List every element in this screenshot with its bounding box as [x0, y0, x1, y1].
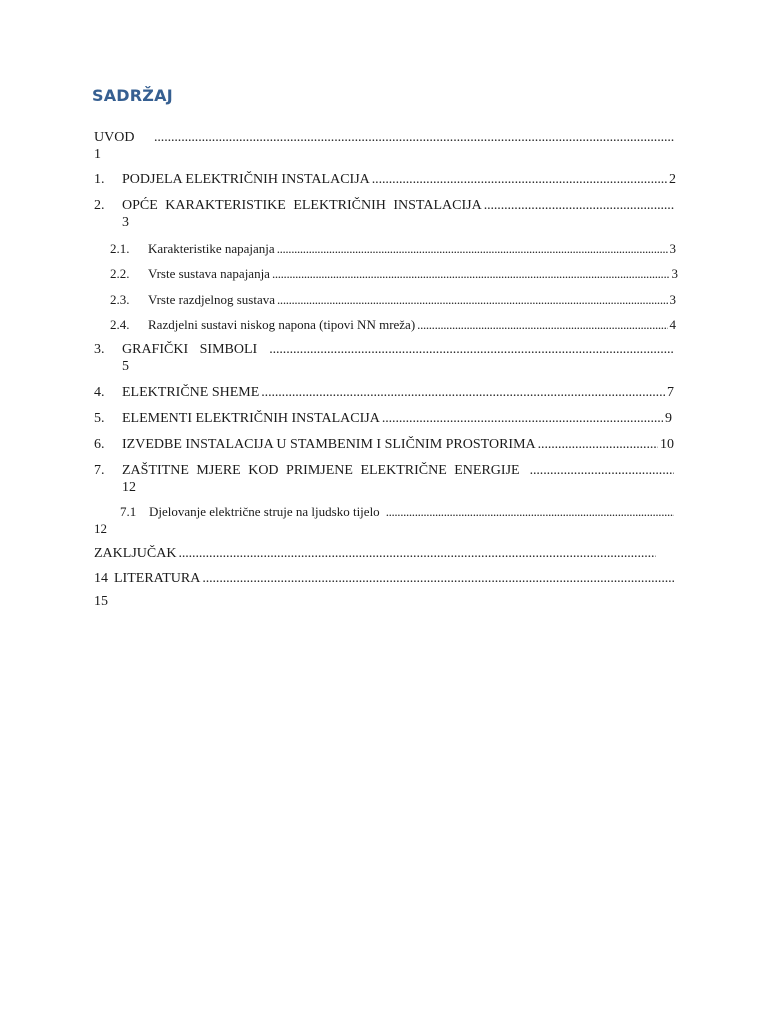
dot-leader [202, 570, 674, 587]
toc-entry-page: 4 [669, 317, 676, 332]
toc-entry-number: 2. [94, 198, 105, 213]
dot-leader [372, 171, 667, 188]
toc-entry-7-1[interactable] [94, 503, 676, 537]
toc-entry-label: LITERATURA [114, 571, 201, 586]
toc-entry-2-4[interactable] [110, 316, 676, 333]
toc-entry-label: Vrste sustava napajanja [148, 266, 270, 281]
toc-entry-page: 1 [94, 147, 101, 162]
toc-entry-page: 2 [669, 172, 676, 187]
toc-entry-2-3[interactable] [110, 291, 676, 308]
toc-entry-label: Vrste razdjelnog sustava [148, 292, 276, 307]
toc-entry-label: ELEMENTI ELEKTRIČNIH INSTALACIJA [122, 411, 380, 426]
toc-entry-page: 5 [122, 359, 129, 374]
toc-entry-zakljucak[interactable] [94, 545, 658, 562]
dot-leader [417, 316, 667, 333]
toc-entry-3[interactable] [94, 341, 676, 375]
toc-entry-prefix: 14 [94, 571, 108, 586]
dot-leader [538, 436, 658, 453]
toc-entry-page: 10 [660, 437, 674, 452]
toc-entry-number: 2.3. [110, 292, 130, 307]
toc-entry-uvod[interactable] [94, 129, 676, 163]
toc-entry-4[interactable] [94, 384, 674, 401]
toc-entry-label: PODJELA ELEKTRIČNIH INSTALACIJA [122, 172, 370, 187]
toc-entry-2-2[interactable] [110, 265, 678, 282]
toc-entry-number: 3. [94, 342, 105, 357]
toc-entry-label: Djelovanje električne struje na ljudsko tijelo [149, 504, 380, 519]
toc-entry-label: ELEKTRIČNE SHEME [122, 385, 260, 400]
dot-leader [484, 197, 674, 214]
toc-entry-literatura[interactable] [94, 570, 676, 610]
dot-leader [269, 341, 674, 358]
toc-entry-page: 12 [122, 480, 136, 495]
toc-entry-5[interactable] [94, 410, 672, 427]
toc-entry-page: 3 [669, 241, 676, 256]
dot-leader [277, 291, 667, 308]
toc-entry-page: 3 [671, 266, 678, 281]
toc-entry-2[interactable] [94, 197, 676, 231]
dot-leader [154, 129, 674, 146]
dot-leader [261, 384, 665, 401]
toc-entry-number: 2.2. [110, 266, 130, 281]
toc-entry-label: Razdjelni sustavi niskog napona (tipovi NN mreža) [148, 317, 416, 332]
toc-entry-number: 5. [94, 411, 105, 426]
toc-entry-label: GRAFIČKI SIMBOLI [122, 342, 258, 357]
dot-leader [530, 462, 674, 479]
toc-entry-label: IZVEDBE INSTALACIJA U STAMBENIM I SLIČNIM PROSTORIMA [122, 437, 536, 452]
dot-leader [277, 240, 668, 257]
toc-entry-label: OPĆE KARAKTERISTIKE ELEKTRIČNIH INSTALACIJA [122, 198, 482, 213]
toc-entry-page: 15 [94, 594, 108, 609]
toc-entry-label: Karakteristike napajanja [148, 241, 275, 256]
toc-entry-1[interactable] [94, 171, 676, 188]
toc-entry-page: 9 [665, 411, 672, 426]
toc-entry-number: 4. [94, 385, 105, 400]
toc-entry-7[interactable] [94, 462, 676, 496]
toc-entry-6[interactable] [94, 436, 674, 453]
toc-title: SADRŽAJ [92, 86, 173, 105]
toc-entry-page: 7 [667, 385, 674, 400]
toc-entry-number: 2.1. [110, 241, 130, 256]
dot-leader [272, 265, 670, 282]
toc-entry-number: 7.1 [120, 504, 137, 519]
dot-leader [178, 545, 656, 562]
toc-entry-number: 7. [94, 463, 105, 478]
toc-entry-number: 2.4. [110, 317, 130, 332]
toc-entry-label: ZAŠTITNE MJERE KOD PRIMJENE ELEKTRIČNE ENERGIJE [122, 463, 520, 478]
toc-entry-number: 1. [94, 172, 105, 187]
toc-entry-page: 3 [669, 292, 676, 307]
dot-leader [382, 410, 663, 427]
toc-entry-page: 3 [122, 215, 129, 230]
toc-entry-number: 6. [94, 437, 105, 452]
toc-entry-label: UVOD [94, 130, 135, 145]
toc-entry-page: 12 [94, 521, 107, 536]
toc-entry-2-1[interactable] [110, 240, 676, 257]
dot-leader [386, 503, 674, 520]
toc-entry-label: ZAKLJUČAK [94, 546, 177, 561]
